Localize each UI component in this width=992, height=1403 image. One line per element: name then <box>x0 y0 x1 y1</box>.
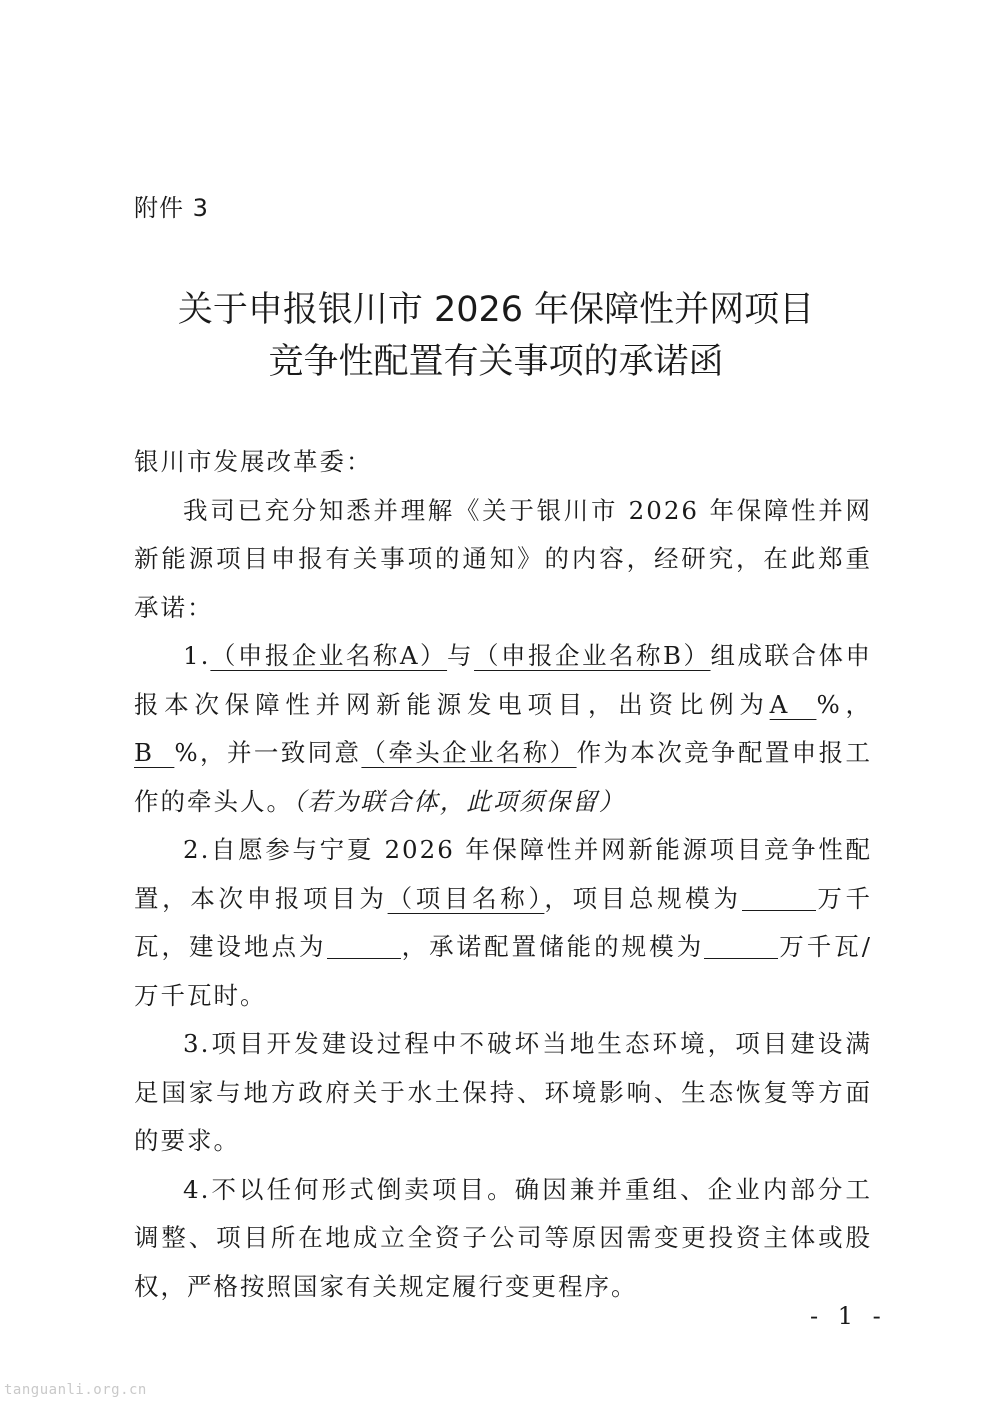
item2-text1: 2.自愿参与宁夏 2026 年保障性并网新能源项目竞争性配置，本次申报项目为 <box>134 835 872 913</box>
intro-paragraph: 我司已充分知悉并理解《关于银川市 2026 年保障性并网新能源项目申报有关事项的通知》的内容，经研究，在此郑重承诺： <box>134 495 872 622</box>
commitment-item-3: 3.项目开发建设过程中不破坏当地生态环境，项目建设满足国家与地方政府关于水土保持、环境影响、生态恢复等方面的要求。 <box>134 1029 872 1155</box>
salutation: 银川市发展改革委： <box>134 447 373 476</box>
item1-text2: 作为本次竞争配置申报工作的牵头人。 <box>134 738 873 816</box>
item2-text4: ，承诺配置储能的规模为 <box>400 932 705 961</box>
storage-scale-blank <box>704 930 778 959</box>
watermark: tanguanli.org.cn <box>4 1382 147 1398</box>
company-a-field: （申报企业名称A） <box>210 641 448 670</box>
letter-body <box>134 438 872 1311</box>
item1-prefix: 1. <box>183 641 211 670</box>
ratio-a-field: A <box>769 689 817 719</box>
item1-note: （若为联合体，此项须保留） <box>293 786 626 816</box>
attachment-label: 附件 3 <box>134 194 209 222</box>
item1-pct-end: %，并一致同意 <box>174 738 362 767</box>
item1-with: 与 <box>447 641 475 670</box>
commitment-item-2 <box>134 826 872 1020</box>
item1-text1: 组成联合体申报本次保障性并网新能源发电项目，出资比例为 <box>134 641 872 719</box>
document-title-line2: 竞争性配置有关事项的承诺函 <box>268 342 724 382</box>
document-title-line1: 关于申报银川市 2026 年保障性并网项目 <box>177 290 815 330</box>
company-b-field: （申报企业名称B） <box>474 641 711 670</box>
commitment-item-4: 4.不以任何形式倒卖项目。确因兼并重组、企业内部分工调整、项目所在地成立全资子公司等原因需变更投资主体或股权，严格按照国家有关规定履行变更程序。 <box>134 1174 872 1301</box>
item2-text2: ，项目总规模为 <box>544 883 742 913</box>
commitment-item-1 <box>134 632 872 826</box>
location-blank <box>327 930 401 959</box>
total-scale-blank <box>742 882 816 911</box>
item1-pct-sep: %， <box>816 689 873 719</box>
ratio-b-field: B <box>134 738 175 767</box>
lead-company-field: （牵头企业名称） <box>361 738 577 767</box>
project-name-field: （项目名称） <box>387 883 545 913</box>
item2-text3: 万千瓦，建设地点为 <box>134 883 873 961</box>
page-number: - 1 - <box>810 1302 887 1330</box>
item2-text5: 万千瓦/万千瓦时。 <box>134 932 872 1010</box>
